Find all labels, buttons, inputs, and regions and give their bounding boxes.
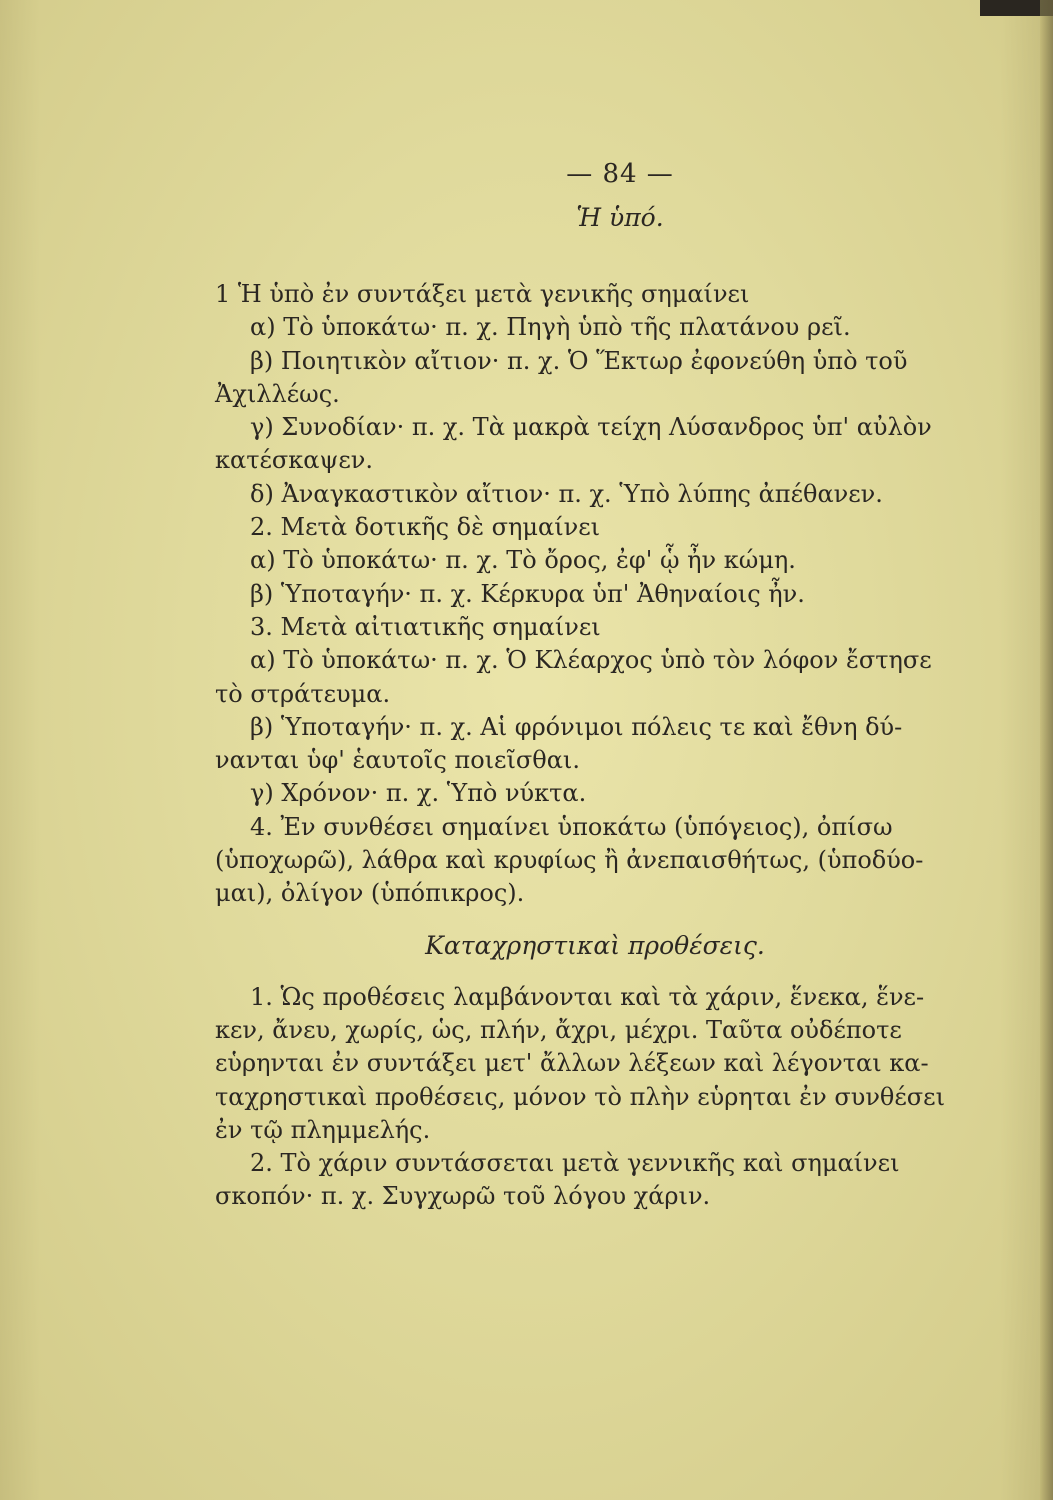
text-line: β) Ὑποταγήν· π. χ. Κέρκυρα ὑπ' Ἀθηναίοις ἦν. [250,579,805,608]
text-line: ἐν τῷ πλημμελής. [215,1115,431,1144]
text-line: β) Ποιητικὸν αἴτιον· π. χ. Ὁ Ἕκτωρ ἐφονεύθη ὑπὸ τοῦ [250,346,908,375]
text-line: 3. Μετὰ αἰτιατικῆς σημαίνει [250,612,601,641]
page-edge-shadow [1040,0,1053,1500]
text-line: ταχρηστικαὶ προθέσεις, μόνον τὸ πλὴν εὑρηται ἐν συνθέσει [215,1082,946,1111]
section-title: Καταχρηστικαὶ προθέσεις. [425,930,765,960]
text-line: σκοπόν· π. χ. Συγχωρῶ τοῦ λόγου χάριν. [215,1182,711,1211]
page-number: — 84 — [566,159,674,189]
text-line: 1 Ἡ ὑπὸ ἐν συντάξει μετὰ γενικῆς σημαίνει [215,280,750,308]
text-line: γ) Συνοδίαν· π. χ. Τὰ μακρὰ τείχη Λύσανδρος ὑπ' αὐλὸν [250,413,932,442]
text-line: 1. Ὡς προθέσεις λαμβάνονται καὶ τὰ χάριν, ἕνεκα, ἕνε- [250,982,925,1011]
text-line: 2. Τὸ χάριν συντάσσεται μετὰ γεννικῆς καὶ σημαίνει [250,1149,900,1178]
text-line: τὸ στράτευμα. [215,679,391,708]
text-line: α) Τὸ ὑποκάτω· π. χ. Τὸ ὄρος, ἐφ' ᾧ ἦν κώμη. [250,546,796,575]
section-heading-hypo: Ἡ ὑπό. [576,203,664,232]
text-line: (ὑποχωρῶ), λάθρα καὶ κρυφίως ἢ ἀνεπαισθήτως, (ὑποδύο- [215,846,924,875]
text-line: νανται ὑφ' ἑαυτοῖς ποιεῖσθαι. [215,746,580,775]
text-line: κεν, ἄνευ, χωρίς, ὡς, πλήν, ἄχρι, μέχρι. Ταῦτα οὐδέποτε [215,1015,902,1044]
text-line: εὑρηνται ἐν συντάξει μετ' ἄλλων λέξεων καὶ λέγονται κα- [215,1049,929,1078]
text-line: μαι), ὀλίγον (ὑπόπικρος). [215,879,525,908]
text-line: 4. Ἐν συνθέσει σημαίνει ὑποκάτω (ὑπόγειος), ὀπίσω [250,812,893,841]
text-line: 2. Μετὰ δοτικῆς δὲ σημαίνει [250,513,601,542]
page-text [215,150,955,1214]
text-line: Ἀχιλλέως. [215,379,340,408]
text-line: β) Ὑποταγήν· π. χ. Αἱ φρόνιμοι πόλεις τε καὶ ἔθνη δύ- [250,712,903,741]
text-line: κατέσκαψεν. [215,446,373,475]
text-line: α) Τὸ ὑποκάτω· π. χ. Πηγὴ ὑπὸ τῆς πλατάνου ρεῖ. [250,313,851,342]
text-line: γ) Χρόνον· π. χ. Ὑπὸ νύκτα. [250,779,587,808]
text-line: α) Τὸ ὑποκάτω· π. χ. Ὁ Κλέαρχος ὑπὸ τὸν λόφον ἔστησε [250,646,932,675]
text-line: δ) Ἀναγκαστικὸν αἴτιον· π. χ. Ὑπὸ λύπης ἀπέθανεν. [250,479,883,508]
